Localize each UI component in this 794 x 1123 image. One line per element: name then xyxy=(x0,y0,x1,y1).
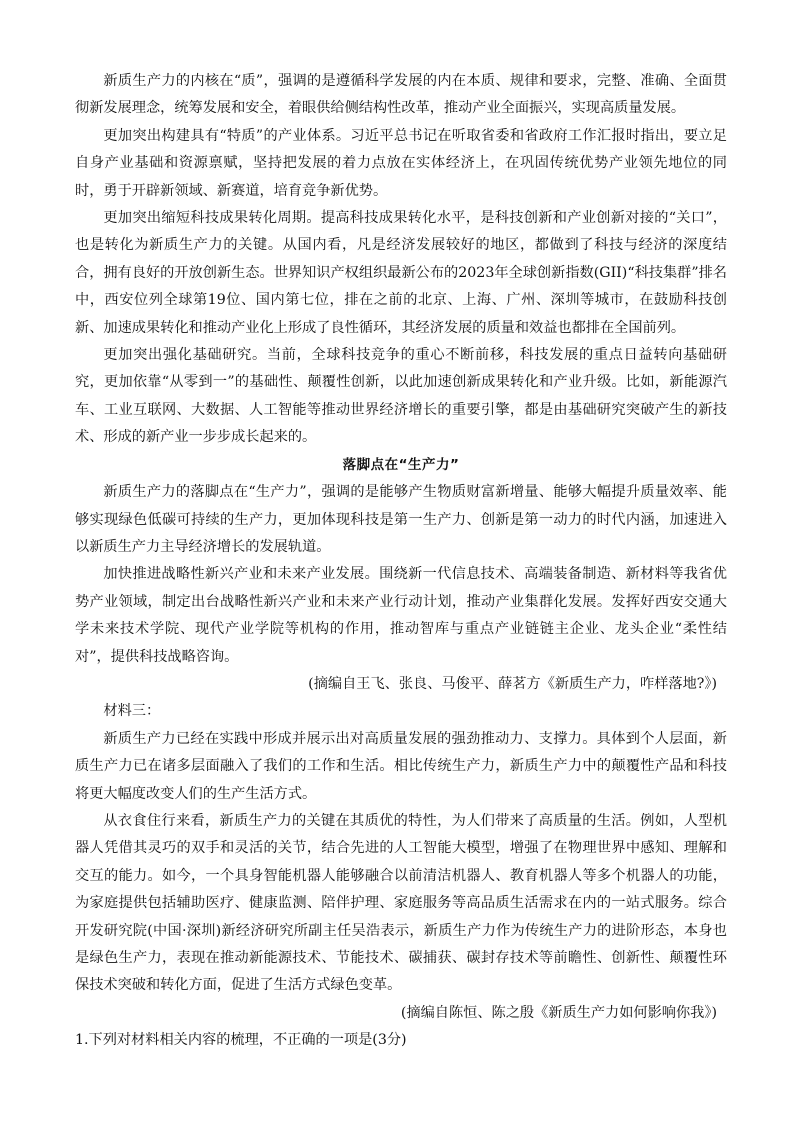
paragraph: 更加突出构建具有“特质”的产业体系。习近平总书记在听取省委和省政府工作汇报时指出，要立足自身产业基础和资源禀赋，坚持把发展的着力点放在实体经济上，在巩固传统优势产业领先地位的同时，勇于开辟新领域、新赛道，培育竞争新优势。 xyxy=(75,127,727,199)
paragraph: 从衣食住行来看，新质生产力的关键在其质优的特性，为人们带来了高质量的生活。例如，人型机器人凭借其灵巧的双手和灵活的关节，结合先进的人工智能大模型，增强了在物理世界中感知、理解和交互的能力。如今，一个具身智能机器人能够融合以前清洁机器人、教育机器人等多个机器人的功能，为家庭提供包括辅助医疗、健康监测、陪伴护理、家庭服务等高品质生活需求在内的一站式服务。综合开发研究院(中国·深圳)新经济研究所副主任吴浩表示，新质生产力作为传统生产力的进阶形态，本身也是绿色生产力，表现在推动新能源技术、节能技术、碳捕获、碳封存技术等前瞻性、创新性、颠覆性环保技术突破和转化方面，促进了生活方式绿色变革。 xyxy=(75,812,727,994)
source-citation: (摘编自王飞、张良、马俊平、薛茗方《新质生产力，咋样落地?》) xyxy=(308,675,717,692)
paragraph: 更加突出强化基础研究。当前，全球科技竞争的重心不断前移，科技发展的重点日益转向基础研究，更加依靠“从零到一”的基础性、颠覆性创新，以此加速创新成果转化和产业升级。比如，新能源汽车、工业互联网、大数据、人工智能等推动世界经济增长的重要引擎，都是由基础研究突破产生的新技术、形成的新产业一步步成长起来的。 xyxy=(75,347,727,446)
paragraph: 新质生产力已经在实践中形成并展示出对高质量发展的强劲推动力、支撑力。具体到个人层面，新质生产力已在诸多层面融入了我们的工作和生活。相比传统生产力，新质生产力中的颠覆性产品和科技将更大幅度改变人们的生产生活方式。 xyxy=(75,730,727,802)
paragraph: 新质生产力的落脚点在“生产力”，强调的是能够产生物质财富新增量、能够大幅提升质量效率、能够实现绿色低碳可持续的生产力，更加体现科技是第一生产力、创新是第一动力的时代内涵，加速进入以新质生产力主导经济增长的发展轨道。 xyxy=(75,484,727,555)
paragraph: 更加突出缩短科技成果转化周期。提高科技成果转化水平，是科技创新和产业创新对接的“关口”，也是转化为新质生产力的关键。从国内看，凡是经济发展较好的地区，都做到了科技与经济的深度结合，拥有良好的开放创新生态。世界知识产权组织最新公布的2023年全球创新指数(GII)“科技集群”排名中，西安位列全球第19位、国内第七位，排在之前的北京、上海、广州、深圳等城市，在鼓励科技创新、加速成果转化和推动产业化上形成了良性循环，其经济发展的质量和效益也都排在全国前列。 xyxy=(75,210,727,336)
document-body xyxy=(75,68,727,1055)
paragraph: 加快推进战略性新兴产业和未来产业发展。围绕新一代信息技术、高端装备制造、新材料等我省优势产业领域，制定出台战略性新兴产业和未来产业行动计划，推动产业集群化发展。发挥好西安交通大学未来技术学院、现代产业学院等机构的作用，推动智库与重点产业链链主企业、龙头企业“柔性结对”，提供科技战略咨询。 xyxy=(75,566,727,665)
source-citation: (摘编自陈恒、陈之殷《新质生产力如何影响你我》) xyxy=(400,1004,717,1021)
section-heading: 落脚点在“生产力” xyxy=(342,456,460,473)
paragraph: 新质生产力的内核在“质”，强调的是遵循科学发展的内在本质、规律和要求，完整、准确、全面贯彻新发展理念，统筹发展和安全，着眼供给侧结构性改革，推动产业全面振兴，实现高质量发展。 xyxy=(75,73,727,117)
material-label: 材料三： xyxy=(103,703,161,720)
question-stem: 1.下列对材料相关内容的梳理，不正确的一项是(3分) xyxy=(75,1032,407,1049)
